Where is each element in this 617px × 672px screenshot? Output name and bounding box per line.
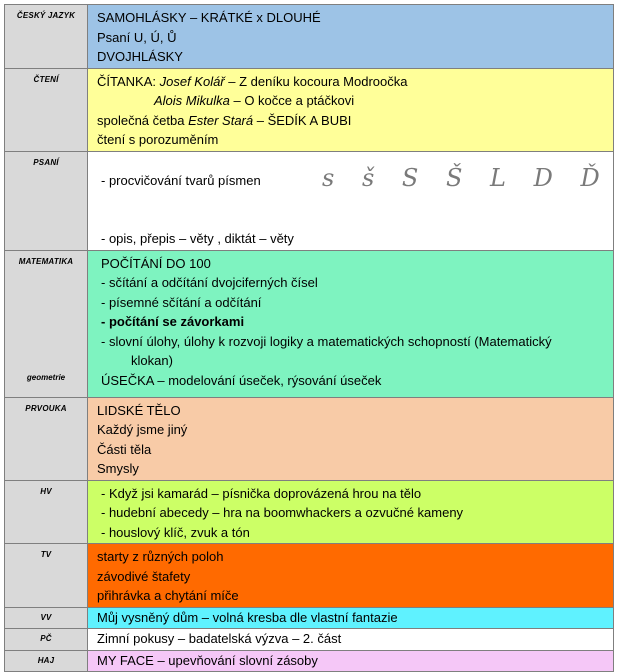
content-line: závodivé štafety	[97, 568, 191, 584]
row-hv	[5, 480, 614, 544]
subject-label: PSANÍ	[33, 157, 59, 167]
content-cell	[88, 650, 614, 672]
content-line: - hudební abecedy – hra na boomwhackers a ozvučné kameny	[101, 505, 464, 520]
text-fragment: – ŠEDÍK A BUBI	[253, 112, 352, 128]
content-line: Smysly	[97, 461, 139, 476]
content-line: klokan)	[131, 353, 173, 368]
author-name: Josef Kolář	[159, 73, 225, 89]
subject-cell	[5, 480, 88, 544]
row-vv	[5, 607, 614, 629]
content-line: ÚSEČKA – modelování úseček, rýsování úseček	[101, 372, 382, 388]
content-line: přihrávka a chytání míče	[97, 588, 239, 603]
row-psani	[5, 151, 614, 250]
subject-cell	[5, 250, 88, 397]
content-line: - opis, přepis – věty , diktát – věty	[101, 230, 294, 246]
content-cell	[88, 5, 614, 69]
subject-cell	[5, 607, 88, 629]
content-cell	[88, 544, 614, 608]
content-line: - houslový klíč, zvuk a tón	[101, 524, 250, 540]
row-prvouka	[5, 397, 614, 480]
subject-sublabel: geometrie	[26, 372, 66, 382]
content-line: starty z různých poloh	[97, 549, 224, 564]
subject-label: ČESKÝ JAZYK	[16, 11, 76, 20]
subject-label: TV	[40, 550, 52, 559]
content-line: MY FACE – upevňování slovní zásoby	[97, 652, 318, 668]
content-cell	[88, 68, 614, 151]
content-line: Každý jsme jiný	[97, 422, 188, 437]
subject-label: MATEMATIKA	[18, 256, 74, 266]
content-line	[97, 72, 613, 92]
subject-cell	[5, 5, 88, 69]
row-cesky-jazyk	[5, 5, 614, 69]
weekly-plan-table	[4, 4, 614, 672]
content-line: Psaní U, Ú, Ů	[97, 29, 177, 45]
subject-cell	[5, 544, 88, 608]
content-line: - sčítání a odčítání dvojciferných čísel	[101, 275, 318, 290]
handwriting-letters-image: s š S Š L D Ď	[322, 163, 610, 192]
content-line: Zimní pokusy – badatelská výzva – 2. část	[97, 631, 342, 646]
content-line	[97, 111, 613, 131]
subject-label: PRVOUKA	[25, 403, 67, 413]
subject-cell	[5, 650, 88, 672]
subject-label: HV	[40, 486, 52, 496]
content-line: - písemné sčítání a odčítání	[101, 294, 262, 310]
author-name: Ester Stará	[188, 112, 254, 128]
subject-label: ČTENÍ	[33, 74, 59, 84]
content-line: POČÍTÁNÍ DO 100	[101, 255, 211, 271]
content-cell	[88, 250, 614, 397]
text-fragment: – O kočce a ptáčkovi	[229, 93, 355, 108]
subject-label: HAJ	[37, 655, 55, 665]
content-line: Části těla	[97, 441, 152, 457]
content-line: - počítání se závorkami	[101, 314, 245, 329]
author-name: Alois Mikulka	[154, 93, 230, 108]
content-line	[97, 91, 613, 111]
content-cell	[88, 607, 614, 629]
subject-cell	[5, 629, 88, 651]
text-fragment: společná četba	[97, 112, 189, 128]
row-tv	[5, 544, 614, 608]
row-cteni	[5, 68, 614, 151]
content-line: čtení s porozuměním	[97, 132, 219, 147]
content-line: SAMOHLÁSKY – KRÁTKÉ x DLOUHÉ	[97, 10, 321, 25]
row-haj	[5, 650, 614, 672]
content-cell	[88, 480, 614, 544]
subject-cell	[5, 151, 88, 250]
subject-cell	[5, 397, 88, 480]
row-matematika	[5, 250, 614, 397]
content-line: Můj vysněný dům – volná kresba dle vlastní fantazie	[97, 609, 398, 625]
content-cell	[88, 151, 614, 250]
content-cell	[88, 629, 614, 651]
text-fragment: ČÍTANKA:	[97, 73, 160, 89]
subject-cell	[5, 68, 88, 151]
text-fragment: – Z deníku kocoura Modroočka	[224, 73, 408, 89]
content-line: - slovní úlohy, úlohy k rozvoji logiky a matematických schopností (Matematický	[101, 333, 552, 349]
weekly-plan-table-wrapper	[4, 4, 614, 672]
content-line: - procvičování tvarů písmen	[101, 172, 261, 188]
subject-label: PČ	[40, 634, 52, 643]
content-line: - Když jsi kamarád – písnička doprovázená hrou na tělo	[101, 485, 422, 501]
row-pc	[5, 629, 614, 651]
psani-top	[97, 155, 613, 213]
content-cell	[88, 397, 614, 480]
content-line: DVOJHLÁSKY	[97, 49, 183, 64]
subject-label: VV	[40, 612, 52, 622]
content-line: LIDSKÉ TĚLO	[97, 402, 181, 418]
